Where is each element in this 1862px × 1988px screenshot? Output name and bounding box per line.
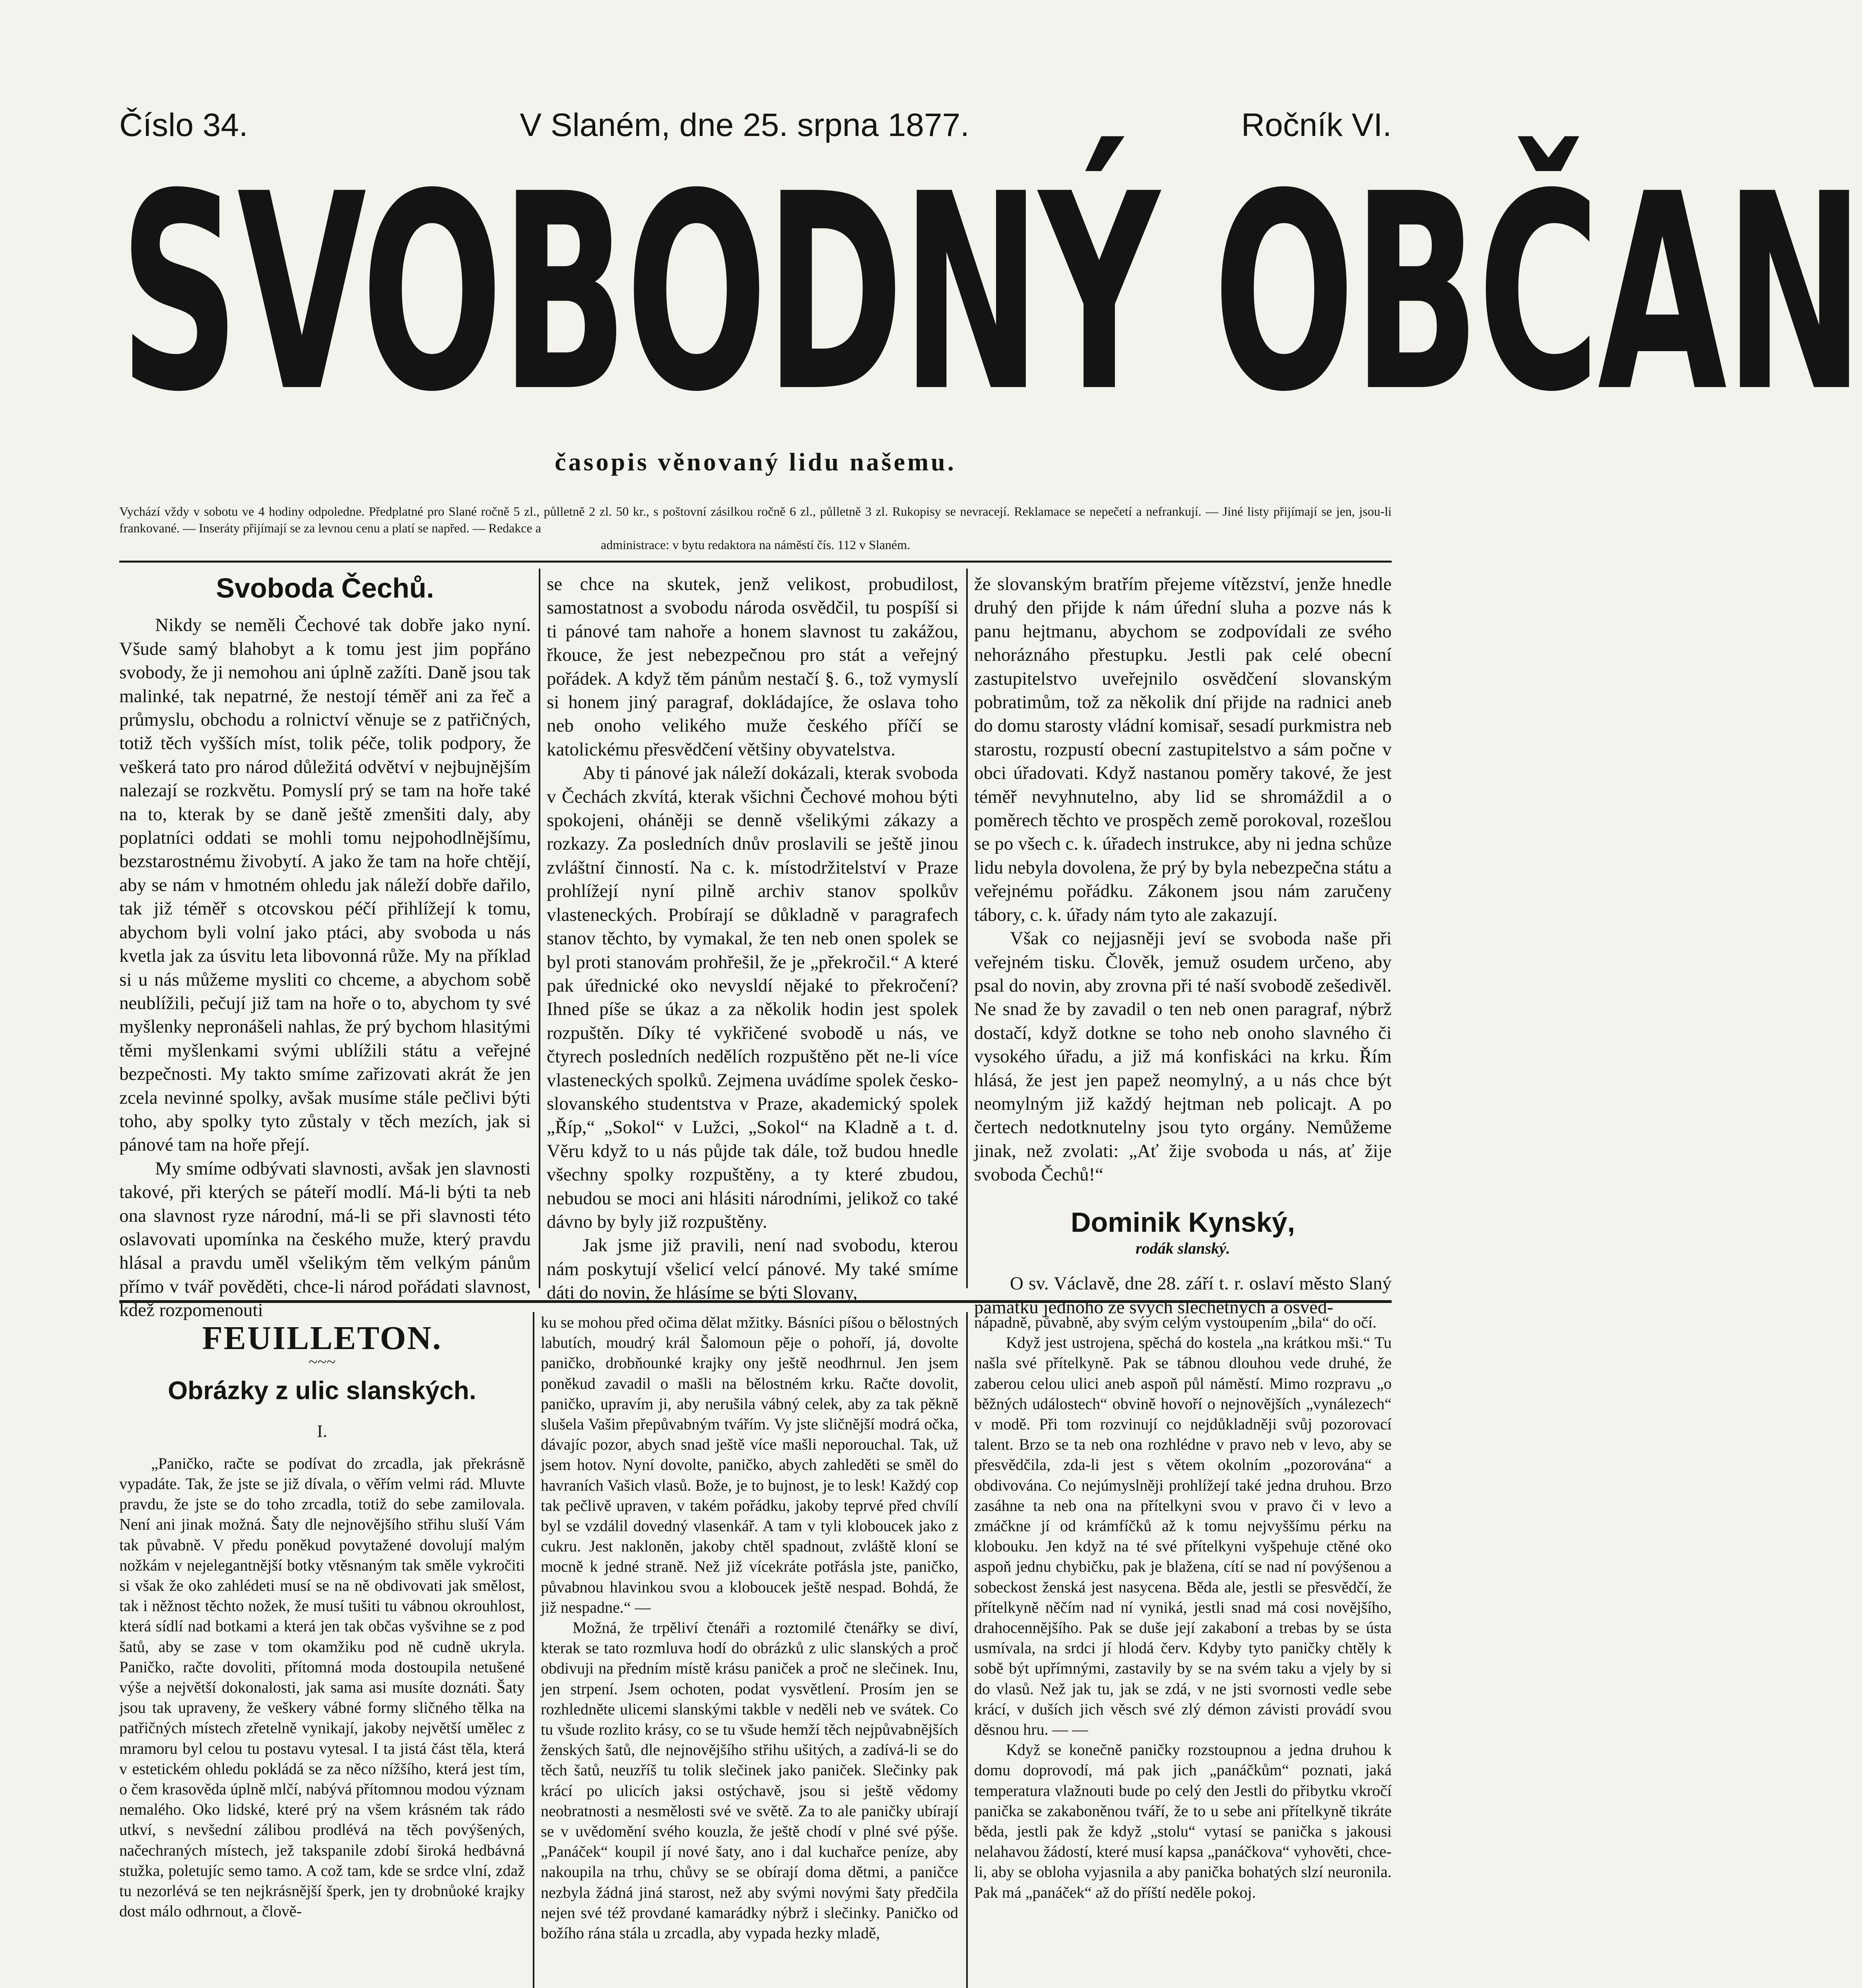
feuilleton-paragraph: Když jest ustrojena, spěchá do kostela „na krátkou mši.“ Tu našla své přítelkyně. Pak se tábnou dlouhou vede druhé, že zaberou celou ulici aneb aspoň půl náměstí. Mimo rozpravu „o běžných událostech“ obvině hovoří o nejnovějších „vynálezech“ v modě. Při tom rozvinují co nejdůkladněji svůj pozorovací talent. Brzo se ta neb ona rozhlédne v pravo neb v levo, aby se přesvědčila, zda-li jest s větem okolním „pozorována“ a obdivována. Co nejúmyslněji prohlížejí také jedna druhou. Brzo zasáhne ta neb ona na přítelkyni svou v pravo či v levo a zmáčkne jí od krámfíčků až k tomu nejvyššímu pérku na klobouku. Jen když na té své přítelkyni vyšpehuje ctěné oko aspoň jednu chybičku, pak je blažena, cítí se nad ní povýšenou a sobeckost ženská jest nasycena. Běda ale, jestli se přesvědčí, že přítelkyně něčím nad ní vyniká, jestli snad má cosi novějšího, drahocennějšího. Pak se duše její zakaboní a trebas by se ústa usmívala, na srdci jí hlodá červ. Kdyby tyto paničky chtěly k sobě být upřímnými, zastavily by se na svém taku a vjely by si do vlasů. Než jak tu, jak se zdá, v ne jsti svornosti vedle sebe krácí, v duších jich věsch své zlý démon závisti provádí svou děsnou hru. — — bbox=[974, 1334, 1392, 1739]
masthead bbox=[119, 136, 1862, 461]
obituary-subtitle: rodák slanský. bbox=[1136, 1239, 1230, 1257]
feuilleton-column-2 bbox=[541, 1312, 958, 1988]
subscription-info-line: Vychází vždy v sobotu ve 4 hodiny odpoledne. Předplatné pro Slané ročně 5 zl., půlletně 2 zl. 50 kr., s poštovní zásilkou ročně 6 zl., půlletně 3 zl. Rukopisy se nevracejí. Reklamace se nepečetí a nefrankují. — Jiné listy přijímají se jen, jsou-li frankované. — Inseráty přijímají se za levnou cenu a platí se napřed. — Redakce a bbox=[119, 504, 1392, 535]
feuilleton-paragraph: ku se mohou před očima dělat mžitky. Básníci píšou o bělostných labutích, moudrý král Šalomoun pěje o pohoří, já, dovolte paničko, drobňounké krajky ony ještě neodhrnul. Jen jsem poněkud zavadil o mašli na bělostném krku. Račte dovolit, paničko, upravím ji, aby nerušila vábný celek, aby za tak pěkně slušela Vašim přepůvabným tvářím. Vy jste sličnější modrá očka, dávajíc pozor, abych snad ještě více mašli neporouchal. Tak, už jsem hotov. Nyní dovolte, paničko, abych zahleděti se směl do havraních Vašich vlasů. Bože, je to bujnost, je to lesk! Každý cop tak pečlivě upraven, v takém pořádku, jakoby teprvé před chvílí byl se vzdálil dovedný vlasenkář. A tam v tyli kloboucek jako z cukru. Jest nakloněn, jakoby chtěl spadnout, zvláště kloní se mocně k jedné straně. Než již vícekráte potřásla jste, paničko, půvabnou hlavinkou svou a kloboucek ještě nespad. Bohdá, že již nespadne.“ — bbox=[541, 1313, 958, 1616]
column-rule bbox=[966, 1312, 968, 1988]
article-column-2 bbox=[547, 573, 958, 1303]
article-title: Svoboda Čechů. bbox=[216, 573, 434, 604]
article-paragraph: Aby ti pánové jak náleží dokázali, kterak svoboda v Čechách zkvítá, kterak všichni Čechové mohou býti spokojeni, oháněji se denně všelikými zákazy a rozkazy. Za posledních dnův proslavili se ještě jinou zvláštní činností. Na c. k. místodržitelství v Praze prohlížejí nyní pilně archiv stanov spolkův vlasteneckých. Probírají se důkladně v paragrafech stanov těchto, by vymakal, že ten neb onen spolek se byl proti stanovám prohřešil, že je „překročil.“ A které pak úřednické oko nevysldí nějaké to překročení? Ihned píše se úkaz a za několik hodin jest spolek rozpuštěn. Díky té vykřičené svobodě u nás, ve čtyrech posledních nedělích rozpuštěno pět ne-li více vlasteneckých spolků. Zejmena uvádíme spolek česko-slovanského studentstva v Praze, akademický spolek „Říp,“ „Sokol“ v Lužci, „Sokol“ na Kladně a t. d. Věru když to u nás půjde tak dále, tož budou hnedle všechny spolky rozpuštěny, a ty které zbudou, nebudou se moci ani hlásiti národními, jelikož co také dávno by byly již rozpuštěny. bbox=[547, 763, 958, 1232]
feuilleton-paragraph: „Paničko, račte se podívat do zrcadla, jak překrásně vypadáte. Tak, že jste se již dívala, o věřím velmi rád. Mluvte pravdu, že jste se do toho zrcadla, totiž do sebe zamilovala. Není ani jinak možná. Šaty dle nejnovějšího střihu sluší Vám tak půvabně. V předu poněkud povytažené dovolují malým nožkám v nejelegantnější botky vtěsnaným tak směle vykročiti si však že oko zahlédeti musí se na ně obdivovati jak smělost, tak i něžnost těchto nožek, že musí tušiti tu vábnou okrouhlost, která sídlí nad botkami a která jen tak občas vyšvihne se z pod šatů, aby se zase v tom okamžiku pod ně cudně ukryla. Paničko, račte dovoliti, přítomná moda dostoupila netušené výše a největší dokonalosti, jak sama asi musíte doznáti. Šaty jsou tak upraveny, že veškery vábné formy sličného tělka na patřičných místech zřetelně vynikají, jakoby největší umělec z mramoru byl celou tu postavu vytesal. I ta jistá část těla, která v estetickém ohledu pokládá se za něco nížšího, která jest tím, o čem krasověda úplně mlčí, nabývá přítomnou modou význam nemalého. Oko lidské, které prý na všem krásném tak rádo utkví, s nevšední zálibou prodlévá na těch povýšených, načechraných místech, jež takspanile zdobí široká hedbávná stužka, poletujíc semo tamo. A což tam, kde se srdce vlní, zdaž tu nezorlévá se ten nejkrásnější šperk, jen ty drobnůoké krajky dost málo odhrnout, a člově- bbox=[119, 1454, 525, 1920]
tagline: časopis věnovaný lidu našemu. bbox=[555, 448, 956, 476]
feuilleton-title: FEUILLETON. bbox=[202, 1320, 442, 1357]
column-rule bbox=[533, 1312, 534, 1988]
feuilleton-subtitle: Obrázky z ulic slanských. bbox=[168, 1376, 476, 1405]
article-paragraph: Však co nejjasněji jeví se svoboda naše při veřejném tisku. Člověk, jemuž osudem určeno, aby psal do novin, aby zrovna při té naší svobodě zešedivěl. Ne snad že by zavadil o ten neb onen paragraf, nýbrž dostačí, když dotkne se toho neb onoho slavného či vysokého úřadu, a již má konfiskáci na krku. Řím hlásá, že jest jen papež neomylný, a u nás chce být neomylným již každý hejtman neb policajt. A po čertech nedotknutelny jsou tyto orgány. Nemůžeme jinak, než zvolati: „Ať žije svoboda u nás, ať žije svoboda Čechů!“ bbox=[974, 928, 1392, 1185]
article-paragraph: že slovanským bratřím přejeme vítězství, jenže hnedle druhý den přijde k nám úřední sluha a pozve nás k panu hejtmanu, abychom se zodpovídali ze svého nehoráznáho přestupku. Jestli pak celé obecní zastupitelstvo uveřejnilo osvědčení slovanským pobratimům, tož za několik dní přijde na radnici aneb do domu starosty vládní komisař, sesadí purkmistra neb starostu, rozpustí obecní zastupitelstvo a sám počne v obci úřadovati. Když nastanou poměry takové, že jest téměř nevyhnutelno, aby lid se shromáždil a o poměrech těchto ve prospěch země porokoval, rozešlou se po všech c. k. úřadech instrukce, aby ni jedna schůze lidu nebyla dovolena, že prý by byla nebezpečna státu a veřejnému pořádku. Zákonem jsou nám zaručeny tábory, c. k. úřady nám tyto ale zakazují. bbox=[974, 574, 1392, 925]
feuilleton-column-1 bbox=[119, 1312, 525, 1988]
volume-number: Ročník VI. bbox=[1241, 107, 1392, 143]
section-number: I. bbox=[317, 1421, 327, 1441]
subscription-info bbox=[119, 503, 1392, 553]
issue-number: Číslo 34. bbox=[119, 107, 248, 143]
article-paragraph: se chce na skutek, jenž velikost, probudilost, samostatnost a svobodu národa osvědčil, tu pospíší si ti pánové tam nahoře a honem slavnost tu zakážou, řkouce, že jest nebezpečnou pro stát a veřejný pořádek. A když těm pánům nestačí §. 6., tož vymyslí si honem jiný paragraf, dokládajíce, že oslava toho neb onoho velikého muže českého příčí se katolickému přesvědčení většiny obyvatelstva. bbox=[547, 574, 958, 760]
article-paragraph: My smíme odbývati slavnosti, avšak jen slavnosti takové, při kterých se páteří modlí. Má-li býti ta neb ona slavnost ryze národní, má-li se při slavnosti této oslavovati upomínka na českého muže, který pravdu hlásal a pravdu uměl všelikým těm velkým pánům přímo v tvář pověděti, chce-li národ pořádati slavnost, kdež rozpomenouti bbox=[119, 1158, 531, 1321]
ornament: ~~~ bbox=[308, 1353, 336, 1372]
obituary-text: O sv. Václavě, dne 28. září t. r. oslaví město Slaný památku jednoho ze svých šlechetných a osvěd- bbox=[974, 1273, 1392, 1318]
issue-date: V Slaném, dne 25. srpna 1877. bbox=[520, 107, 969, 143]
feuilleton-paragraph: Když se konečně paničky rozstoupnou a jedna druhou k domu doprovodí, má pak jich „panáčkům“ poznati, jaká temperatura vlažnouti bude po celý den Jestli do přibytku vkročí panička se zakaboněnou tváří, že to u sebe ani přítelkyně tikráte běda, jestli pak že když „stolu“ vytasí se panička s jakousi nelahavou žádostí, které musí kapsa „panáčkova“ vyhověti, chce-li, aby se obloha vyjasnila a aby panička bohatých slzí neuronila. Pak má „panáček“ až do příští neděle pokoj. bbox=[974, 1741, 1392, 1901]
subscription-info-line: administrace: v bytu redaktora na náměstí čís. 112 v Slaném. bbox=[600, 538, 911, 552]
feuilleton-rule bbox=[119, 1300, 1392, 1303]
article-paragraph: Jak jsme již pravili, není nad svobodu, kterou nám poskytují všelicí velcí pánové. My také smíme dáti do novin, že hlásíme se býti Slovany, bbox=[547, 1235, 958, 1303]
feuilleton-paragraph: nápadně, půvabně, aby svým celým vystoupením „bila“ do očí. bbox=[974, 1313, 1377, 1331]
column-rule bbox=[539, 569, 540, 1288]
article-paragraph: Nikdy se neměli Čechové tak dobře jako nyní. Všude samý blahobyt a k tomu jest jim popřáno svobody, že ji nemohou ani úplně zažíti. Daně jsou tak malinké, tak nepatrné, že nestojí téměř ani za řeč a průmyslu, obchodu a rolnictví věnuje se z patřičných, totiž těch vyšších míst, tolik péče, tolik podpory, že veškerá tato pro národ důležitá odvětví v nejbujnějším nalezají se rozkvětu. Pomyslí prý se tam na hoře také na to, kterak by se daně ještě zmenšiti daly, aby poplatníci oddati se mohli tomu nejpohodlnějšímu, bezstarostnému živobytí. A jako že tam na hoře chtějí, aby se nám v hmotném ohledu jak náleží dobře dařilo, tak již téměř s otcovskou péčí přihlížejí k tomu, abychom byli volní jako ptáci, aby svoboda u nás kvetla jak za úsvitu leta libovonná růže. My na příklad si u nás můžeme mysliti co chceme, a abychom sobě neublížili, pečují již tam na hoře o to, abychom ty své myšlenky nepronášeli nahlas, že prý bychom hlasitými těmi myšlenkami svými ublížili státu a veřejné bezpečnosti. My takto smíme zařizovati akrát že jen zcela nevinné spolky, avšak musíme stále pečlivi býti toho, aby spolky tyto zůstaly v těch mezích, jak si pánové tam na hoře přejí. bbox=[119, 615, 531, 1155]
header-rule bbox=[119, 561, 1392, 563]
column-rule bbox=[966, 569, 968, 1288]
article-column-3 bbox=[974, 573, 1392, 1318]
obituary-name: Dominik Kynský, bbox=[1070, 1206, 1295, 1238]
feuilleton-paragraph: Možná, že trpěliví čtenáři a roztomilé čtenářky se diví, kterak se tato rozmluva hodí do obrázků z ulic slanských a proč obdivuji na předním místě krásu paniček a proč ne slečinek. Inu, jen strpení. Jsem ochoten, podat vysvětlení. Prosím jen se rozhledněte ulicemi slanskými takble v neděli neb ve svátek. Co tu všude rozlito krásy, co se tu všude hemží těch nejpůvabnějších ženských šatů, dle nejnovějšího střihu ušitých, a zadívá-li se do těch šatů, neuzříš tu tolik slečinek jako paniček. Slečinky pak krácí po ulicích jaksi ostýchavě, jsou si ještě vědomy neobratnosti a nesmělosti své ve světě. Za to ale paničky ubírají se v uvědomění svého kouzla, že ještě chodí v plné své pýše. „Panáček“ koupil jí nové šaty, ano i dal kuchařce peníze, aby nakoupila na trhu, chůvy se se obírají doma dětmi, a paničce nezbyla žádná jiná starost, než aby svými novými šaty předčila nejen své též provdané kamarádky nýbrž i slečinky. Paničko od božího rána stála u zrcadla, aby vypada hezky mladě, bbox=[541, 1619, 958, 1942]
article-column-1 bbox=[119, 573, 531, 1321]
masthead-title: SVOBODNÝ OBČAN bbox=[119, 136, 1862, 452]
feuilleton-column-3 bbox=[974, 1312, 1392, 1988]
